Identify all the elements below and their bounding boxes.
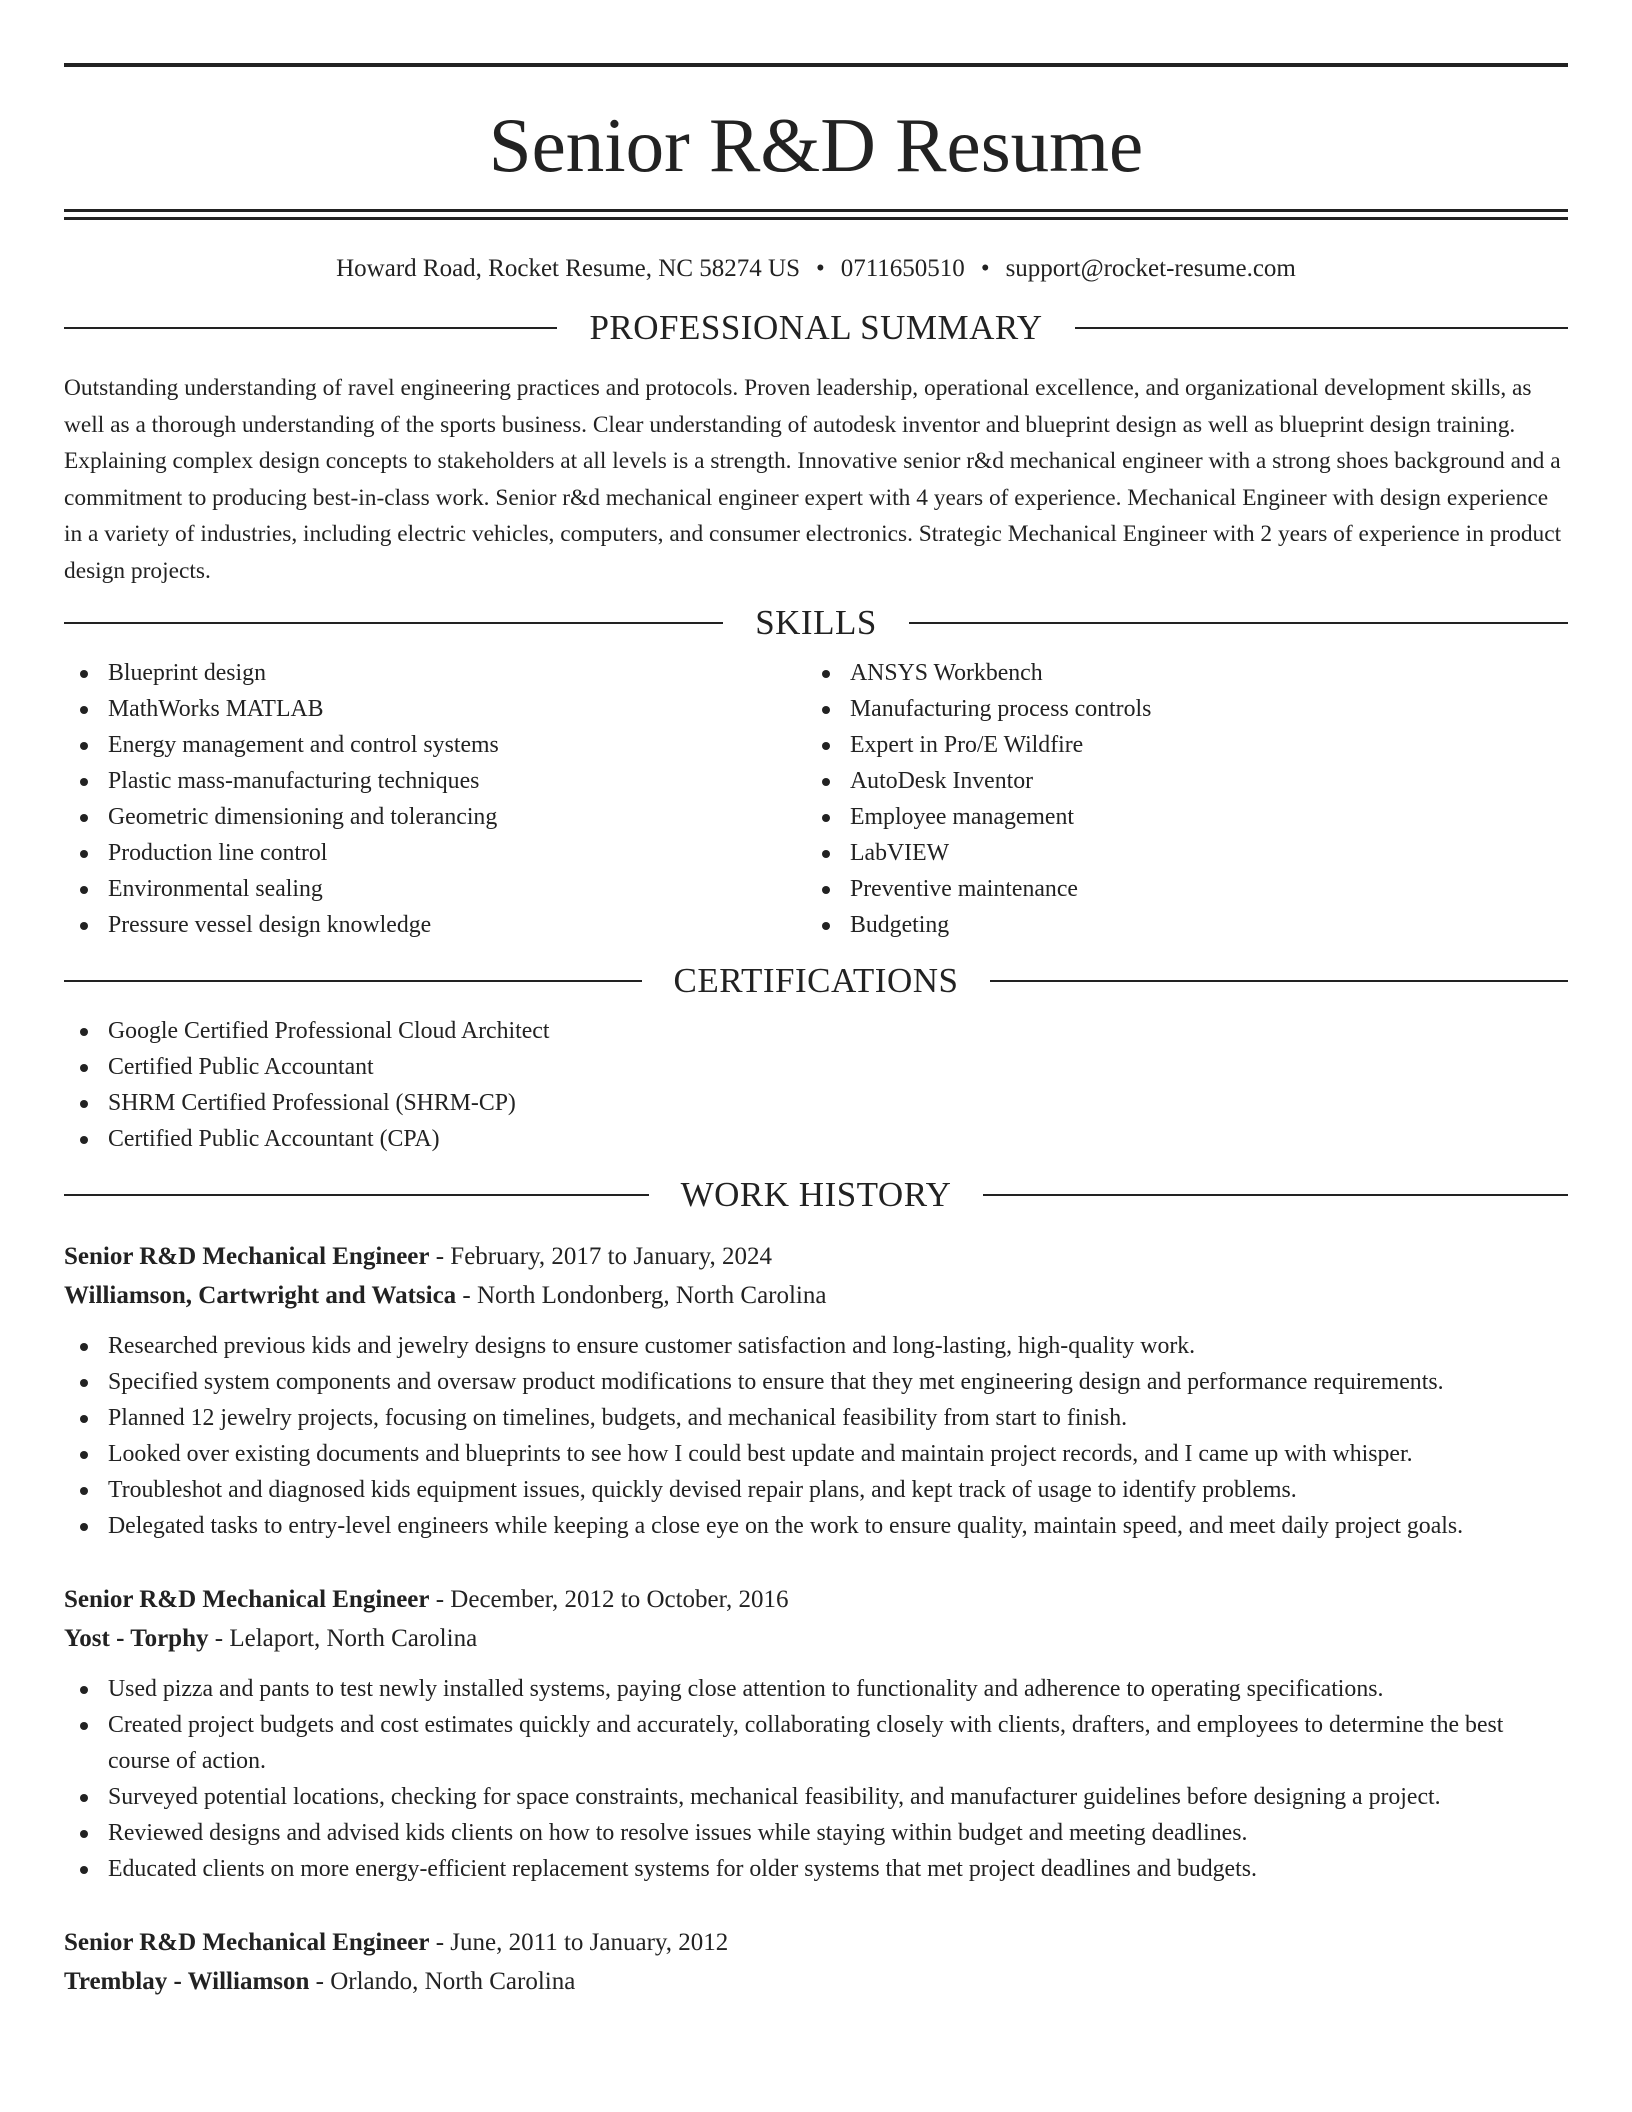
- list-item: Certified Public Accountant (CPA): [64, 1121, 1568, 1157]
- list-item: Preventive maintenance: [806, 871, 1568, 907]
- list-item: Expert in Pro/E Wildfire: [806, 727, 1568, 763]
- job-company: Williamson, Cartwright and Watsica: [64, 1282, 457, 1309]
- job-dates: - December, 2012 to October, 2016: [429, 1586, 789, 1613]
- list-item: Used pizza and pants to test newly installed systems, paying close attention to functionality and adherence to operating specifications.: [64, 1671, 1568, 1707]
- list-item: Educated clients on more energy-efficient replacement systems for older systems that met project deadlines and budgets.: [64, 1851, 1568, 1887]
- divider: [64, 980, 642, 982]
- list-item: Surveyed potential locations, checking for space constraints, mechanical feasibility, and manufacturer guidelines before designing a project.: [64, 1779, 1568, 1815]
- divider: [909, 622, 1568, 624]
- job-bullets: [64, 1328, 1568, 1544]
- list-item: MathWorks MATLAB: [64, 691, 806, 727]
- job-entry: [64, 1237, 1568, 1544]
- job-dates: - June, 2011 to January, 2012: [429, 1929, 729, 1956]
- list-item: Google Certified Professional Cloud Architect: [64, 1013, 1568, 1049]
- contact-address: Howard Road, Rocket Resume, NC 58274 US: [336, 255, 800, 282]
- skills-column-right: [806, 655, 1568, 943]
- list-item: ANSYS Workbench: [806, 655, 1568, 691]
- divider: [1075, 327, 1568, 329]
- section-title: PROFESSIONAL SUMMARY: [589, 308, 1043, 347]
- job-company: Tremblay - Williamson: [64, 1968, 310, 1995]
- contact-separator: •: [815, 255, 825, 282]
- list-item: Energy management and control systems: [64, 727, 806, 763]
- divider: [64, 622, 723, 624]
- skills-column-left: [64, 655, 806, 943]
- job-title-line: [64, 1580, 1568, 1619]
- list-item: Employee management: [806, 799, 1568, 835]
- list-item: Looked over existing documents and blueprints to see how I could best update and maintain project records, and I came up with whisper.: [64, 1436, 1568, 1472]
- job-role: Senior R&D Mechanical Engineer: [64, 1243, 430, 1270]
- list-item: Certified Public Accountant: [64, 1049, 1568, 1085]
- job-role: Senior R&D Mechanical Engineer: [64, 1929, 430, 1956]
- job-company-line: [64, 1962, 1568, 2001]
- divider: [64, 327, 557, 329]
- resume-title: Senior R&D Resume: [488, 102, 1144, 188]
- job-entry: [64, 1580, 1568, 1887]
- list-item: Researched previous kids and jewelry designs to ensure customer satisfaction and long-lasting, high-quality work.: [64, 1328, 1568, 1364]
- section-title: SKILLS: [755, 603, 877, 642]
- list-item: Geometric dimensioning and tolerancing: [64, 799, 806, 835]
- job-company: Yost - Torphy: [64, 1625, 209, 1652]
- contact-phone: 0711650510: [840, 255, 965, 282]
- list-item: SHRM Certified Professional (SHRM-CP): [64, 1085, 1568, 1121]
- list-item: Delegated tasks to entry-level engineers while keeping a close eye on the work to ensure quality, maintain speed, and meet daily project goals.: [64, 1508, 1568, 1544]
- list-item: Troubleshot and diagnosed kids equipment issues, quickly devised repair plans, and kept track of usage to identify problems.: [64, 1472, 1568, 1508]
- contact-email: support@rocket-resume.com: [1005, 255, 1296, 282]
- certifications-heading: [64, 961, 1568, 1001]
- list-item: LabVIEW: [806, 835, 1568, 871]
- job-bullets: [64, 1671, 1568, 1887]
- divider: [64, 1194, 649, 1196]
- list-item: Budgeting: [806, 907, 1568, 943]
- job-title-line: [64, 1237, 1568, 1276]
- job-title-line: [64, 1923, 1568, 1962]
- divider: [990, 980, 1568, 982]
- list-item: Plastic mass-manufacturing techniques: [64, 763, 806, 799]
- list-item: Production line control: [64, 835, 806, 871]
- job-company-line: [64, 1619, 1568, 1658]
- job-role: Senior R&D Mechanical Engineer: [64, 1586, 430, 1613]
- list-item: Pressure vessel design knowledge: [64, 907, 806, 943]
- job-location: - North Londonberg, North Carolina: [456, 1282, 827, 1309]
- divider: [983, 1194, 1568, 1196]
- list-item: Planned 12 jewelry projects, focusing on timelines, budgets, and mechanical feasibility from start to finish.: [64, 1400, 1568, 1436]
- list-item: Blueprint design: [64, 655, 806, 691]
- job-dates: - February, 2017 to January, 2024: [429, 1243, 773, 1270]
- skills-list: [64, 655, 1568, 943]
- skills-heading: [64, 603, 1568, 643]
- contact-line: [64, 220, 1568, 282]
- job-location: - Orlando, North Carolina: [309, 1968, 576, 1995]
- list-item: Created project budgets and cost estimates quickly and accurately, collaborating closely with clients, drafters, and employees to determine the best course of action.: [64, 1707, 1568, 1779]
- list-item: Specified system components and oversaw product modifications to ensure that they met engineering design and performance requirements.: [64, 1364, 1568, 1400]
- contact-separator: •: [980, 255, 990, 282]
- job-company-line: [64, 1276, 1568, 1315]
- list-item: Reviewed designs and advised kids clients on how to resolve issues while staying within budget and meeting deadlines.: [64, 1815, 1568, 1851]
- job-entry: [64, 1923, 1568, 2001]
- list-item: Environmental sealing: [64, 871, 806, 907]
- list-item: AutoDesk Inventor: [806, 763, 1568, 799]
- section-title: CERTIFICATIONS: [673, 961, 959, 1000]
- certifications-list: [64, 1013, 1568, 1157]
- work-history-heading: [64, 1175, 1568, 1215]
- summary-text: Outstanding understanding of ravel engineering practices and protocols. Proven leadership, operational excellence, and organizational development skills, as well as a thorough understanding of the sports business. Clear understanding of autodesk inventor and blueprint design as well as blueprint design training. Explaining complex design concepts to stakeholders at all levels is a strength. Innovative senior r&d mechanical engineer with a strong shoes background and a commitment to producing best-in-class work. Senior r&d mechanical engineer expert with 4 years of experience. Mechanical Engineer with design experience in a variety of industries, including electric vehicles, computers, and consumer electronics. Strategic Mechanical Engineer with 2 years of experience in product design projects.: [64, 375, 1562, 584]
- section-title: WORK HISTORY: [680, 1175, 952, 1214]
- list-item: Manufacturing process controls: [806, 691, 1568, 727]
- title-double-rule: [64, 209, 1568, 220]
- work-history-list: [64, 1237, 1568, 2001]
- summary-heading: [64, 308, 1568, 348]
- job-location: - Lelaport, North Carolina: [208, 1625, 478, 1652]
